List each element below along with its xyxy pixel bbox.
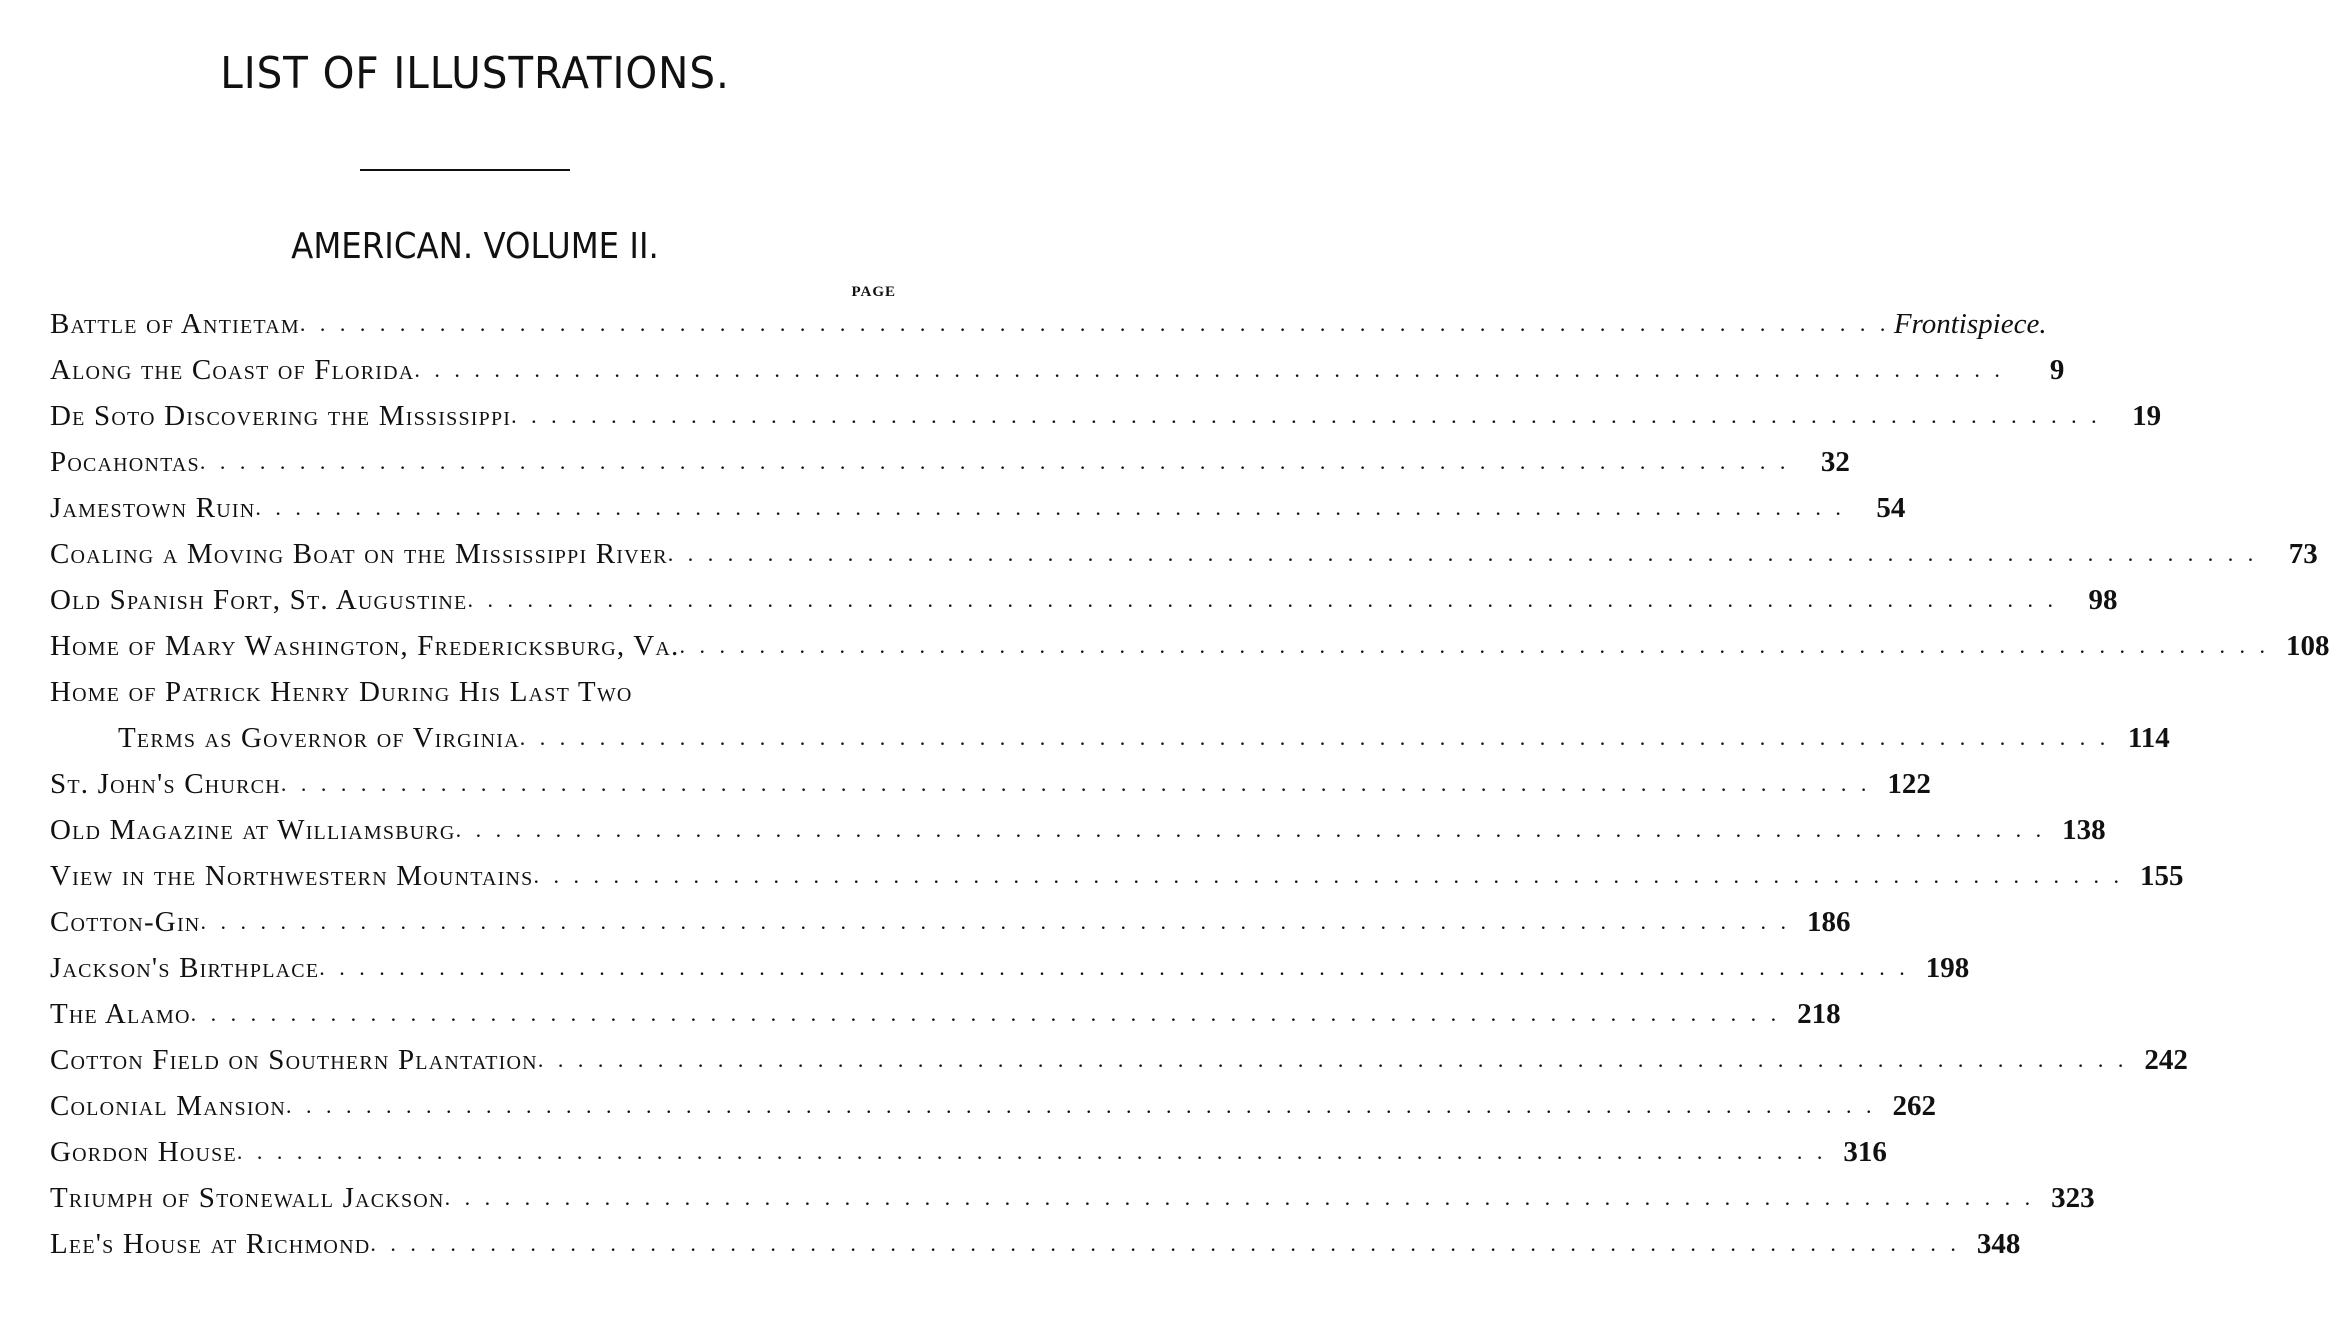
dot-leader: . . . . . . . . . . . . . . . . . . . . . . . . . . . . . . . . . . . . . . . . . . . . . . . . . . . . . . . . . . . . . . . . . . . . . . . . . . . . . . . . xyxy=(455,817,2046,842)
dot-leader: . . . . . . . . . . . . . . . . . . . . . . . . . . . . . . . . . . . . . . . . . . . . . . . . . . . . . . . . . . . . . . . . . . . . . . . . . . . . . . . . xyxy=(319,955,1910,980)
list-item-continuation xyxy=(50,715,2170,761)
list-item xyxy=(50,577,2118,623)
entry-title: View in the Northwestern Mountains xyxy=(50,859,534,892)
entry-page: 98 xyxy=(2088,583,2118,616)
entry-page: 262 xyxy=(1892,1089,1937,1122)
dot-leader: . . . . . . . . . . . . . . . . . . . . . . . . . . . . . . . . . . . . . . . . . . . . . . . . . . . . . . . . . . . . . . . . . . . . . . . . . . . . . . . . xyxy=(190,1001,1781,1026)
entry-title: Jamestown Ruin xyxy=(50,491,256,524)
illustrations-list xyxy=(50,301,2330,1267)
list-item xyxy=(50,853,2184,899)
dot-leader: . . . . . . . . . . . . . . . . . . . . . . . . . . . . . . . . . . . . . . . . . . . . . . . . . . . . . . . . . . . . . . . . . . . . . . . . . . . . . . . . xyxy=(200,909,1791,934)
list-item xyxy=(50,531,2318,577)
dot-leader: . . . . . . . . . . . . . . . . . . . . . . . . . . . . . . . . . . . . . . . . . . . . . . . . . . . . . . . . . . . . . . . . . . . . . . . . . . . . . . . . xyxy=(255,495,1846,520)
list-item xyxy=(50,393,2162,439)
list-item xyxy=(50,1037,2188,1083)
page-title: LIST OF ILLUSTRATIONS. xyxy=(220,48,730,99)
entry-page: 54 xyxy=(1876,491,1906,524)
dot-leader: . . . . . . . . . . . . . . . . . . . . . . . . . . . . . . . . . . . . . . . . . . . . . . . . . . . . . . . . . . . . . . . . . . . . . . . . . . . . . . . . xyxy=(299,311,1890,336)
list-item xyxy=(50,1221,2021,1267)
entry-title: Old Magazine at Williamsburg xyxy=(50,813,456,846)
list-item xyxy=(50,347,2065,393)
volume-subtitle: AMERICAN. VOLUME II. xyxy=(291,226,659,267)
entry-title: Cotton-Gin xyxy=(50,905,201,938)
entry-title: Home of Mary Washington, Fredericksburg, Va. xyxy=(50,629,680,662)
entry-page: 19 xyxy=(2132,399,2162,432)
entry-page: 242 xyxy=(2144,1043,2188,1076)
list-item xyxy=(50,945,1970,991)
dot-leader: . . . . . . . . . . . . . . . . . . . . . . . . . . . . . . . . . . . . . . . . . . . . . . . . . . . . . . . . . . . . . . . . . . . . . . . . . . . . . . . . xyxy=(519,725,2110,750)
dot-leader: . . . . . . . . . . . . . . . . . . . . . . . . . . . . . . . . . . . . . . . . . . . . . . . . . . . . . . . . . . . . . . . . . . . . . . . . . . . . . . . . xyxy=(370,1231,1961,1256)
entry-title: De Soto Discovering the Mississippi xyxy=(50,399,512,432)
entry-title: Along the Coast of Florida xyxy=(50,353,415,386)
dot-leader: . . . . . . . . . . . . . . . . . . . . . . . . . . . . . . . . . . . . . . . . . . . . . . . . . . . . . . . . . . . . . . . . . . . . . . . . . . . . . . . . xyxy=(533,863,2124,888)
entry-title: Colonial Mansion xyxy=(50,1089,287,1122)
entry-title: Gordon House xyxy=(50,1135,237,1168)
list-item xyxy=(50,761,1931,807)
entry-page: 138 xyxy=(2062,813,2106,846)
dot-leader: . . . . . . . . . . . . . . . . . . . . . . . . . . . . . . . . . . . . . . . . . . . . . . . . . . . . . . . . . . . . . . . . . . . . . . . . . . . . . . . . xyxy=(236,1139,1827,1164)
list-item xyxy=(50,1083,1937,1129)
page-column-header: PAGE xyxy=(851,284,896,300)
entry-page: 73 xyxy=(2288,537,2318,570)
dot-leader: . . . . . . . . . . . . . . . . . . . . . . . . . . . . . . . . . . . . . . . . . . . . . . . . . . . . . . . . . . . . . . . . . . . . . . . . . . . . . . . . xyxy=(414,357,2005,382)
entry-title: Jackson's Birthplace xyxy=(50,951,320,984)
entry-title: The Alamo xyxy=(50,997,191,1030)
entry-page: 155 xyxy=(2140,859,2184,892)
entry-title: Old Spanish Fort, St. Augustine xyxy=(50,583,468,616)
entry-page: 218 xyxy=(1797,997,1841,1030)
dot-leader: . . . . . . . . . . . . . . . . . . . . . . . . . . . . . . . . . . . . . . . . . . . . . . . . . . . . . . . . . . . . . . . . . . . . . . . . . . . . . . . . xyxy=(537,1047,2128,1072)
entry-title: Battle of Antietam xyxy=(50,307,300,340)
entry-page: 198 xyxy=(1925,951,1970,984)
list-item xyxy=(50,485,1906,531)
list-item xyxy=(50,439,1850,485)
divider xyxy=(360,169,570,171)
entry-page: 186 xyxy=(1806,905,1851,938)
list-item xyxy=(50,1175,2095,1221)
dot-leader: . . . . . . . . . . . . . . . . . . . . . . . . . . . . . . . . . . . . . . . . . . . . . . . . . . . . . . . . . . . . . . . . . . . . . . . . . . . . . . . . xyxy=(667,541,2258,566)
entry-page: 108 xyxy=(2286,629,2330,662)
entry-page: 316 xyxy=(1843,1135,1887,1168)
entry-title: Pocahontas xyxy=(50,445,200,478)
list-item xyxy=(50,1129,1887,1175)
entry-title: Coaling a Moving Boat on the Mississippi River xyxy=(50,537,668,570)
entry-title: Home of Patrick Henry During His Last Two xyxy=(50,675,633,708)
entry-page: 323 xyxy=(2051,1181,2095,1214)
entry-page: 348 xyxy=(1976,1227,2021,1260)
entry-page: 9 xyxy=(2049,353,2065,386)
dot-leader: . . . . . . . . . . . . . . . . . . . . . . . . . . . . . . . . . . . . . . . . . . . . . . . . . . . . . . . . . . . . . . . . . . . . . . . . . . . . . . . . xyxy=(280,771,1871,796)
entry-page: 114 xyxy=(2127,721,2170,754)
dot-leader: . . . . . . . . . . . . . . . . . . . . . . . . . . . . . . . . . . . . . . . . . . . . . . . . . . . . . . . . . . . . . . . . . . . . . . . . . . . . . . . . xyxy=(679,633,2270,658)
list-item xyxy=(50,669,898,715)
entry-page: 32 xyxy=(1820,445,1850,478)
dot-leader: . . . . . . . . . . . . . . . . . . . . . . . . . . . . . . . . . . . . . . . . . . . . . . . . . . . . . . . . . . . . . . . . . . . . . . . . . . . . . . . . xyxy=(511,403,2102,428)
list-item xyxy=(50,899,1851,945)
entry-page: 122 xyxy=(1887,767,1931,800)
list-item xyxy=(50,301,2047,347)
entry-page: Frontispiece. xyxy=(1893,307,2047,340)
list-item xyxy=(50,623,2330,669)
dot-leader: . . . . . . . . . . . . . . . . . . . . . . . . . . . . . . . . . . . . . . . . . . . . . . . . . . . . . . . . . . . . . . . . . . . . . . . . . . . . . . . . xyxy=(467,587,2058,612)
entry-title: Lee's House at Richmond xyxy=(50,1227,371,1260)
list-item xyxy=(50,991,1841,1037)
entry-title: Cotton Field on Southern Plantation xyxy=(50,1043,538,1076)
entry-title-continued: Terms as Governor of Virginia xyxy=(118,721,520,754)
entry-title: St. John's Church xyxy=(50,767,281,800)
entry-title: Triumph of Stonewall Jackson xyxy=(50,1181,445,1214)
dot-leader: . . . . . . . . . . . . . . . . . . . . . . . . . . . . . . . . . . . . . . . . . . . . . . . . . . . . . . . . . . . . . . . . . . . . . . . . . . . . . . . . xyxy=(444,1185,2035,1210)
list-item xyxy=(50,807,2106,853)
dot-leader: . . . . . . . . . . . . . . . . . . . . . . . . . . . . . . . . . . . . . . . . . . . . . . . . . . . . . . . . . . . . . . . . . . . . . . . . . . . . . . . . xyxy=(199,449,1790,474)
dot-leader: . . . . . . . . . . . . . . . . . . . . . . . . . . . . . . . . . . . . . . . . . . . . . . . . . . . . . . . . . . . . . . . . . . . . . . . . . . . . . . . . xyxy=(286,1093,1877,1118)
